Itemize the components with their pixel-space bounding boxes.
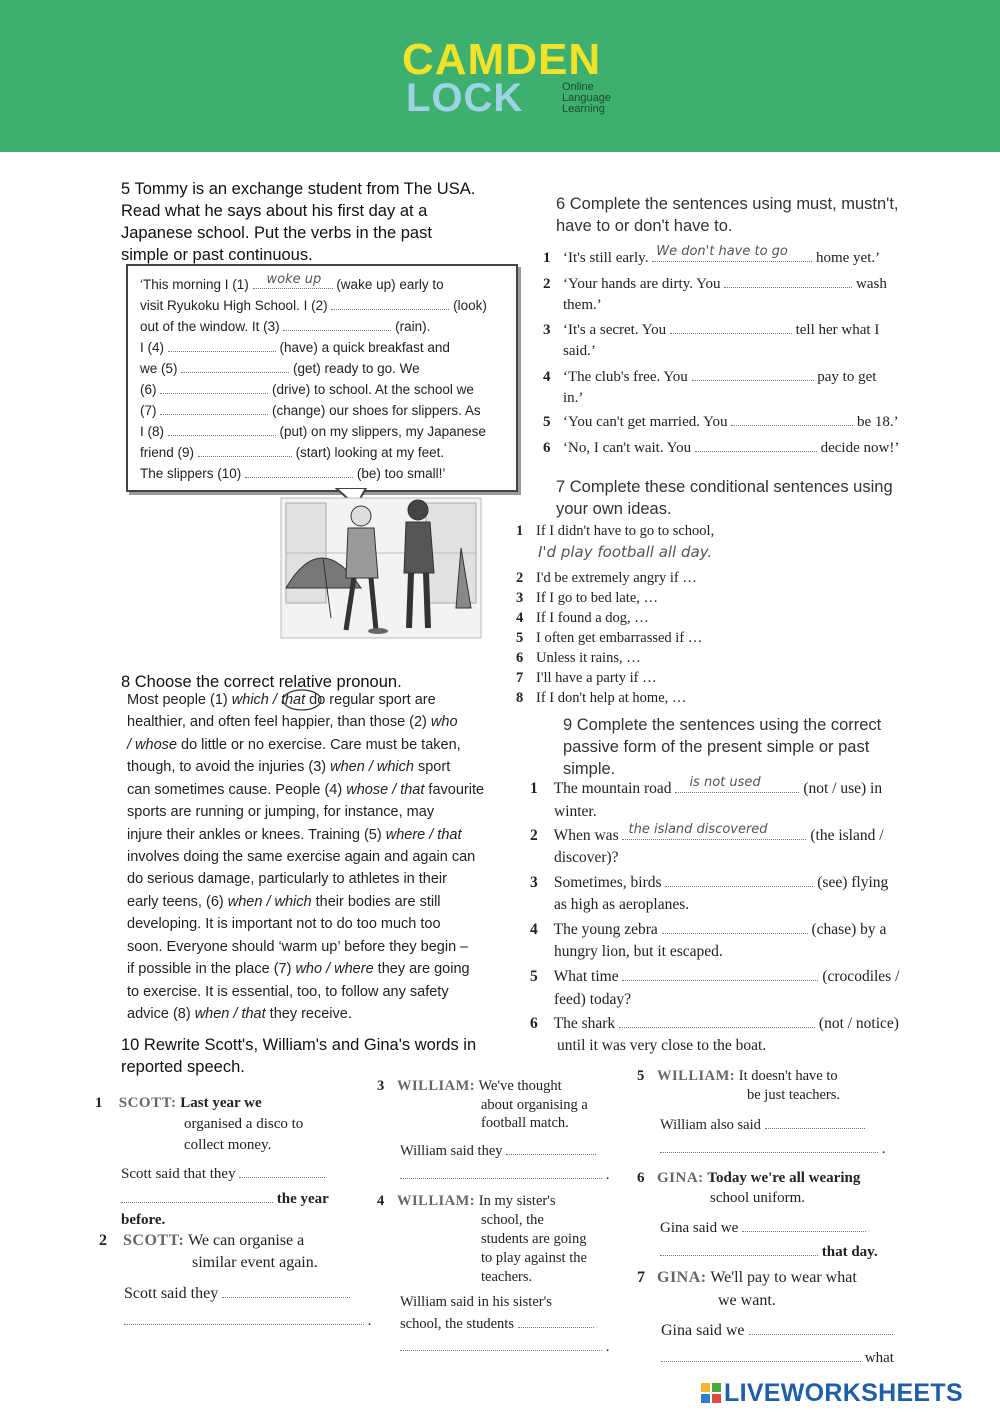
ex9-item-5-cont: feed) today? (554, 991, 632, 1008)
ex7-item-3: 3 If I go to bed late, … (516, 590, 659, 606)
ex8-line: though, to avoid the injuries (3) when / which sport (127, 759, 451, 775)
ex5-input-2[interactable] (331, 297, 449, 310)
ex9-item-4-cont: hungry lion, but it escaped. (554, 943, 723, 960)
ex6-title: 6 Complete the sentences using must, mustn't, have to or don't have to. (556, 195, 899, 235)
ex5-title: 5 Tommy is an exchange student from The USA. Read what he says about his first day at a Japanese school. Put the verbs in the past simple or past continuous. (121, 180, 476, 264)
ex8-choice-1[interactable]: which / that (231, 692, 306, 708)
ex6-input-1[interactable]: We don't have to go (652, 249, 812, 262)
ex10-q3-line3: football match. (481, 1115, 569, 1131)
ex9-input-6[interactable] (619, 1015, 815, 1028)
ex10-input-4b[interactable] (400, 1338, 602, 1351)
ex10-input-3b[interactable] (400, 1166, 602, 1179)
ex6-input-3[interactable] (670, 321, 792, 334)
ex10-q5-report2: . (660, 1140, 886, 1158)
school-slippers-illustration (276, 488, 488, 640)
ex10-input-1b[interactable] (121, 1190, 273, 1203)
ex6-item-4-cont: in.’ (563, 390, 584, 406)
ex10-input-7b[interactable] (661, 1349, 861, 1362)
ex9-item-5: 5 What time (crocodiles / (530, 968, 900, 985)
ex10-q6-report: Gina said we (660, 1219, 866, 1237)
ex6-item-4: 4 ‘The club's free. You pay to get (543, 369, 877, 385)
ex10-q2-report2: . (124, 1312, 372, 1330)
ex8-choice-4[interactable]: whose / that (346, 782, 425, 798)
liveworksheets-logo: LIVEWORKSHEETS (700, 1380, 963, 1406)
ex10-q1-line3: collect money. (184, 1137, 272, 1153)
ex8-choice-5[interactable]: where / that (385, 827, 462, 843)
ex6-item-3-cont: said.’ (563, 343, 596, 359)
brand-camden: CAMDEN (402, 35, 602, 84)
ex6-input-4[interactable] (692, 368, 814, 381)
ex6-input-6[interactable] (695, 439, 817, 452)
ex8-answer-circle (280, 688, 324, 712)
ex10-q4-line4: to play against the (481, 1250, 587, 1266)
ex10-q4-line3: students are going (481, 1231, 587, 1247)
ex8-line: sports are running or jumping, for instance, may (127, 804, 435, 820)
ex8-line: developing. It is important not to do too much too (127, 916, 441, 932)
ex6-input-2[interactable] (724, 275, 852, 288)
liveworksheets-icon (700, 1382, 722, 1404)
ex9-item-2-cont: discover)? (554, 849, 619, 866)
ex9-item-3: 3 Sometimes, birds (see) flying (530, 874, 889, 891)
brand-lock: LOCK (406, 76, 524, 120)
ex8-choice-7[interactable]: who / where (295, 961, 374, 977)
ex5-speech-box: ‘This morning I (1) woke up (wake up) early to visit Ryukoku High School. I (2) (look) out of the window. It (3) (rain). I (4) (have) a quick breakfast and we (5) (get) ready to go. We (6) (drive) to school. At the school we (7) (change) our shoes for slippers. As I (8) (put) on my slippers, my Japanese friend (9) (start) looking at my feet. The slippers (10) (be) too small!’ (126, 264, 518, 492)
ex6-item-5: 5 ‘You can't get married. You be 18.’ (543, 414, 899, 430)
ex9-input-4[interactable] (662, 921, 808, 934)
ex8-line: soon. Everyone should ‘warm up’ before they begin – (127, 939, 469, 955)
ex9-item-3-cont: as high as aeroplanes. (554, 896, 690, 913)
ex6-item-3: 3 ‘It's a secret. You tell her what I (543, 322, 880, 338)
ex5-input-5[interactable] (181, 360, 289, 373)
ex7-item-2: 2 I'd be extremely angry if … (516, 570, 697, 586)
ex8-line: injure their ankles or knees. Training (5) where / that (127, 827, 462, 843)
ex10-q7-report: Gina said we (661, 1322, 893, 1340)
ex10-input-2b[interactable] (124, 1312, 364, 1325)
ex10-input-7a[interactable] (749, 1322, 893, 1335)
ex6-item-2: 2 ‘Your hands are dirty. You wash (543, 276, 887, 292)
ex10-q1-report: Scott said that they (121, 1165, 325, 1183)
ex8-line: can sometimes cause. People (4) whose / that favourite (127, 782, 485, 798)
ex10-q2: 2 SCOTT: We can organise a (99, 1232, 305, 1249)
ex10-q5-report: William also said (660, 1116, 865, 1134)
ex8-line: do serious damage, particularly to athletes in their (127, 871, 447, 887)
ex6-item-2-cont: them.’ (563, 297, 602, 313)
ex8-line: if possible in the place (7) who / where they are going (127, 961, 470, 977)
ex8-line: healthier, and often feel happier, than those (2) who (127, 714, 458, 730)
header-banner (0, 0, 1000, 152)
ex5-input-10[interactable] (245, 465, 353, 478)
ex7-item-1: 1 If I didn't have to go to school, (516, 523, 715, 539)
ex9-input-1[interactable]: is not used (675, 780, 799, 793)
ex5-input-8[interactable] (168, 423, 276, 436)
ex6-item-1: 1 ‘It's still early. We don't have to go home yet.’ (543, 244, 881, 266)
ex7-item-5: 5 I often get embarrassed if … (516, 630, 703, 646)
ex5-input-1[interactable]: woke up (253, 276, 333, 289)
ex10-q4-report3: . (400, 1338, 610, 1356)
ex10-q6-line2: school uniform. (710, 1190, 805, 1206)
ex8-line: to exercise. It is essential, too, to follow any safety (127, 984, 449, 1000)
ex9-item-1-cont: winter. (554, 803, 597, 820)
ex7-answer-1[interactable]: I'd play football all day. (538, 543, 713, 561)
ex7-title: 7 Complete these conditional sentences using your own ideas. (556, 478, 893, 518)
ex8-choice-2[interactable]: who (430, 714, 458, 730)
ex8-choice-6[interactable]: when / which (227, 894, 312, 910)
ex5-input-4[interactable] (168, 339, 276, 352)
ex10-q7-report2: what (661, 1349, 894, 1367)
ex10-q4-report: William said in his sister's (400, 1294, 552, 1310)
ex9-input-3[interactable] (665, 874, 813, 887)
ex5-input-3[interactable] (283, 318, 391, 331)
ex10-q3-line2: about organising a (481, 1097, 588, 1113)
ex7-item-7: 7 I'll have a party if … (516, 670, 657, 686)
ex8-line: advice (8) when / that they receive. (127, 1006, 352, 1022)
ex9-item-1: 1 The mountain road is not used (not / use) in (530, 775, 883, 797)
ex7-item-6: 6 Unless it rains, … (516, 650, 641, 666)
ex9-input-2[interactable]: the island discovered (622, 827, 806, 840)
ex10-input-3a[interactable] (506, 1142, 596, 1155)
ex10-q4: 4 WILLIAM: In my sister's (377, 1193, 556, 1209)
ex10-input-5b[interactable] (660, 1140, 878, 1153)
ex10-q1-line2: organised a disco to (184, 1116, 304, 1132)
ex6-input-5[interactable] (731, 413, 853, 426)
ex10-q3-report: William said they (400, 1142, 596, 1160)
ex8-choice-8[interactable]: when / that (194, 1006, 266, 1022)
ex10-q6: 6 GINA: Today we're all wearing (637, 1170, 861, 1186)
brand-sub: Online Language Learning (562, 81, 611, 115)
ex8-line: / whose do little or no exercise. Care must be taken, (127, 737, 461, 753)
ex10-input-4a[interactable] (518, 1315, 594, 1328)
ex10-q3: 3 WILLIAM: We've thought (377, 1078, 562, 1094)
ex9-input-5[interactable] (622, 968, 818, 981)
ex10-input-6b[interactable] (660, 1243, 818, 1256)
ex10-q2-line2: similar event again. (192, 1254, 318, 1271)
ex10-q7-line2: we want. (718, 1292, 776, 1309)
ex10-q3-report2: . (400, 1166, 610, 1184)
ex9-item-6-cont: until it was very close to the boat. (557, 1037, 767, 1054)
ex7-item-4: 4 If I found a dog, … (516, 610, 649, 626)
ex6-item-6: 6 ‘No, I can't wait. You decide now!’ (543, 440, 900, 456)
ex9-item-4: 4 The young zebra (chase) by a (530, 921, 887, 938)
ex8-title: 8 Choose the correct relative pronoun. (121, 673, 402, 691)
ex7-item-8: 8 If I don't help at home, … (516, 690, 687, 706)
ex10-q5: 5 WILLIAM: It doesn't have to (637, 1068, 838, 1084)
ex8-choice-3[interactable]: when / which (330, 759, 414, 775)
ex10-q2-report: Scott said they (124, 1285, 350, 1303)
ex5-input-9[interactable] (198, 444, 292, 457)
ex9-title: 9 Complete the sentences using the correct passive form of the present simple or past simple. (563, 716, 882, 778)
ex9-item-2: 2 When was the island discovered (the island / (530, 822, 884, 844)
ex10-q4-line5: teachers. (481, 1269, 533, 1285)
ex10-q6-report2: that day. (660, 1243, 878, 1261)
ex10-input-6a[interactable] (742, 1219, 866, 1232)
ex10-input-2a[interactable] (222, 1285, 350, 1298)
ex10-q1-report2: the year (121, 1190, 329, 1208)
ex10-input-5a[interactable] (765, 1116, 865, 1129)
ex10-q5-line2: be just teachers. (747, 1087, 841, 1103)
ex10-q7: 7 GINA: We'll pay to wear what (637, 1269, 857, 1286)
ex10-q1-report3: before. (121, 1212, 166, 1228)
ex10-q1: 1 SCOTT: Last year we (95, 1095, 262, 1111)
ex10-input-1a[interactable] (239, 1165, 325, 1178)
ex5-input-6[interactable] (160, 381, 268, 394)
ex9-item-6: 6 The shark (not / notice) (530, 1015, 899, 1032)
ex10-title: 10 Rewrite Scott's, William's and Gina's words in reported speech. (121, 1036, 477, 1076)
ex10-q4-line2: school, the (481, 1212, 544, 1228)
ex8-choice-2b[interactable]: / whose (127, 737, 177, 753)
ex8-line: early teens, (6) when / which their bodies are still (127, 894, 441, 910)
ex10-q4-report2: school, the students (400, 1315, 594, 1333)
ex8-line: involves doing the same exercise again and again can (127, 849, 476, 865)
ex5-input-7[interactable] (160, 402, 268, 415)
ex8-line: Most people (1) which / that do regular sport are (127, 692, 436, 708)
